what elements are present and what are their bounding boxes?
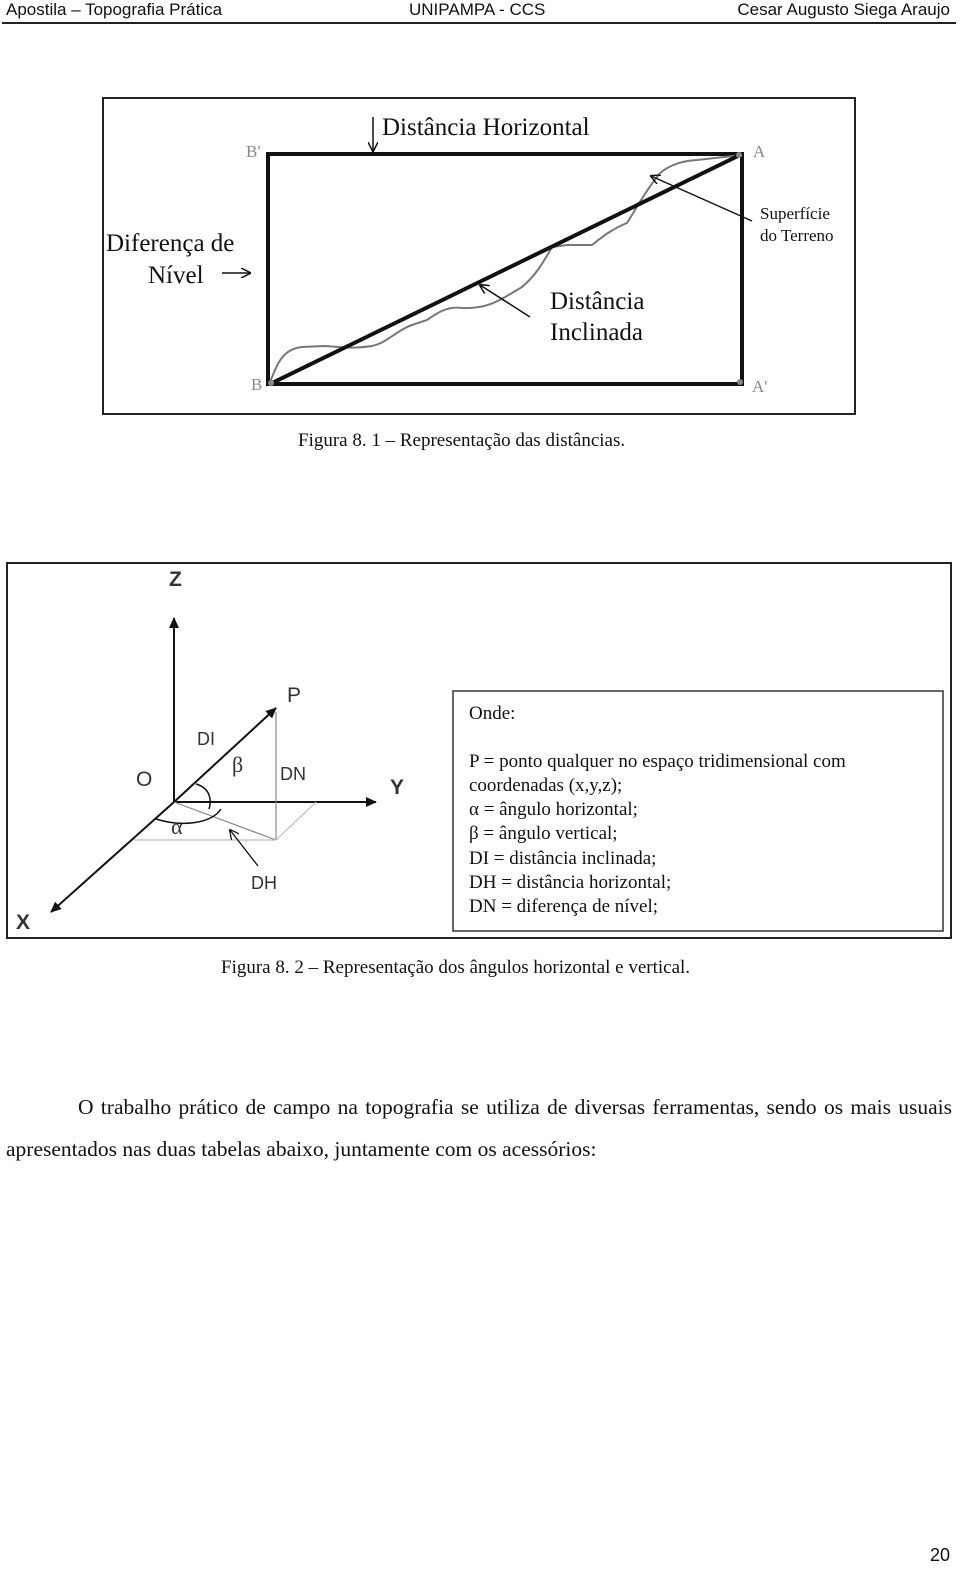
label-x: X xyxy=(16,911,31,934)
label-origin: O xyxy=(136,768,153,791)
slope-distance-label-1: Distância xyxy=(550,288,645,315)
header-rule xyxy=(2,22,956,24)
terrain-surface-label-1: Superfície xyxy=(760,204,830,223)
label-dh: DH xyxy=(251,873,277,893)
point-b-marker xyxy=(268,380,274,386)
figure-distances xyxy=(102,97,857,417)
label-y: Y xyxy=(390,776,405,799)
legend-line: DI = distância inclinada; xyxy=(469,848,657,869)
legend-line: P = ponto qualquer no espaço tridimensional com xyxy=(469,751,846,772)
point-a-prime-marker xyxy=(737,379,743,385)
body-paragraph: O trabalho prático de campo na topografia se utiliza de diversas ferramentas, sendo os mais usuais apresentados nas duas tabelas abaixo, juntamente com os acessórios: xyxy=(6,1095,952,1161)
label-beta: β xyxy=(232,752,244,777)
legend-line: α = ângulo horizontal; xyxy=(469,799,638,820)
label-b: B xyxy=(251,375,263,394)
slope-distance-label-2: Inclinada xyxy=(550,319,644,346)
legend-line: DN = diferença de nível; xyxy=(469,896,659,917)
label-p: P xyxy=(287,684,302,707)
level-difference-label-2: Nível xyxy=(148,262,204,289)
terrain-surface-label-2: do Terreno xyxy=(760,226,834,245)
figure-angles xyxy=(6,562,954,942)
header-left-text: Apostila – Topografia Prática xyxy=(6,0,223,19)
legend-line: β = ângulo vertical; xyxy=(469,823,618,844)
label-a: A xyxy=(753,142,766,161)
label-a-prime: A' xyxy=(752,377,768,396)
figure1-caption: Figura 8. 1 – Representação das distâncias. xyxy=(298,430,626,451)
page-number: 20 xyxy=(929,1545,950,1565)
legend-line: coordenadas (x,y,z); xyxy=(469,775,623,796)
point-a-marker xyxy=(736,152,742,158)
header-center-text: UNIPAMPA - CCS xyxy=(409,0,546,19)
label-alpha: α xyxy=(171,814,183,839)
figure1-title: Distância Horizontal xyxy=(382,114,590,141)
legend-title: Onde: xyxy=(469,703,516,724)
level-difference-label-1: Diferença de xyxy=(106,230,235,257)
label-dn: DN xyxy=(280,764,306,784)
body-text xyxy=(6,1086,952,1170)
page-header xyxy=(0,0,960,24)
label-b-prime: B' xyxy=(246,142,261,161)
header-right-text: Cesar Augusto Siega Araujo xyxy=(737,0,950,19)
figure2-caption: Figura 8. 2 – Representação dos ângulos horizontal e vertical. xyxy=(221,957,691,978)
label-z: Z xyxy=(169,568,182,591)
legend-line: DH = distância horizontal; xyxy=(469,872,672,893)
label-di: DI xyxy=(197,729,215,749)
